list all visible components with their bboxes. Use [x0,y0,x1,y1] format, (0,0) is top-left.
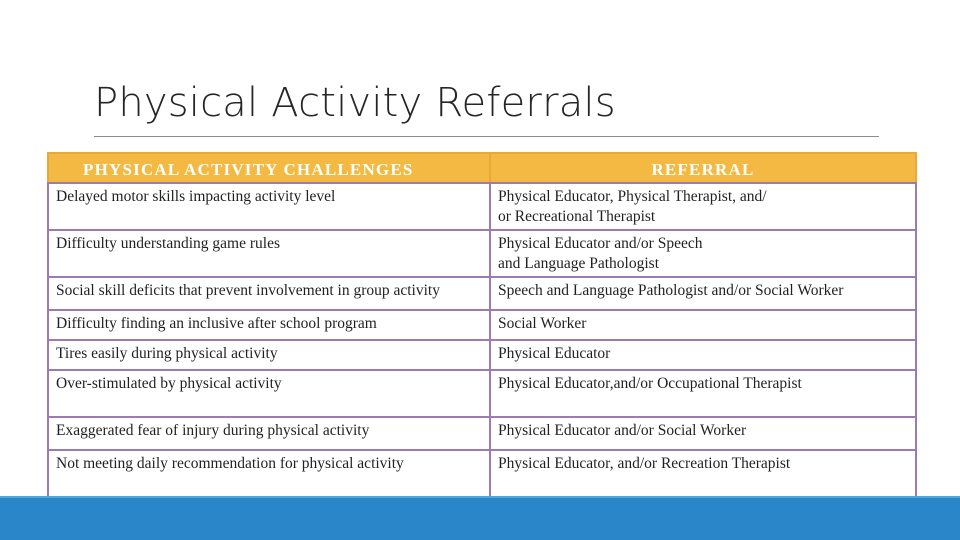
referral-cell: Physical Educator, and/or Recreation Therapist [490,450,916,497]
referral-cell: Speech and Language Pathologist and/or Social Worker [490,277,916,310]
title-divider [94,136,879,137]
table-row [48,183,916,230]
referral-cell: Physical Educator [490,340,916,370]
table-row [48,370,916,417]
challenge-cell: Exaggerated fear of injury during physical activity [48,417,490,450]
referral-table-container [47,152,915,490]
challenge-cell: Tires easily during physical activity [48,340,490,370]
table-row [48,230,916,277]
referral-table [47,152,917,498]
challenge-cell: Difficulty understanding game rules [48,230,490,277]
table-row [48,310,916,340]
referral-cell [490,183,916,230]
table-row [48,340,916,370]
referral-cell: Physical Educator,and/or Occupational Therapist [490,370,916,417]
slide-title: Physical Activity Referrals [94,80,616,126]
challenge-cell: Not meeting daily recommendation for physical activity [48,450,490,497]
challenge-cell: Difficulty finding an inclusive after school program [48,310,490,340]
referral-line: or Recreational Therapist [498,208,656,225]
table-row [48,277,916,310]
header-referral: REFERRAL [490,153,916,183]
referral-line: Physical Educator and/or Speech [498,235,703,252]
referral-line: Physical Educator, Physical Therapist, and/ [498,188,767,205]
table-row [48,450,916,497]
table-row [48,417,916,450]
table-header-row [48,153,916,183]
header-challenges: PHYSICAL ACTIVITY CHALLENGES [48,153,490,183]
footer-bar [0,498,960,540]
challenge-cell: Social skill deficits that prevent involvement in group activity [48,277,490,310]
referral-cell: Physical Educator and/or Social Worker [490,417,916,450]
referral-cell [490,230,916,277]
referral-line: and Language Pathologist [498,255,659,272]
challenge-cell: Delayed motor skills impacting activity level [48,183,490,230]
referral-cell: Social Worker [490,310,916,340]
challenge-cell: Over-stimulated by physical activity [48,370,490,417]
